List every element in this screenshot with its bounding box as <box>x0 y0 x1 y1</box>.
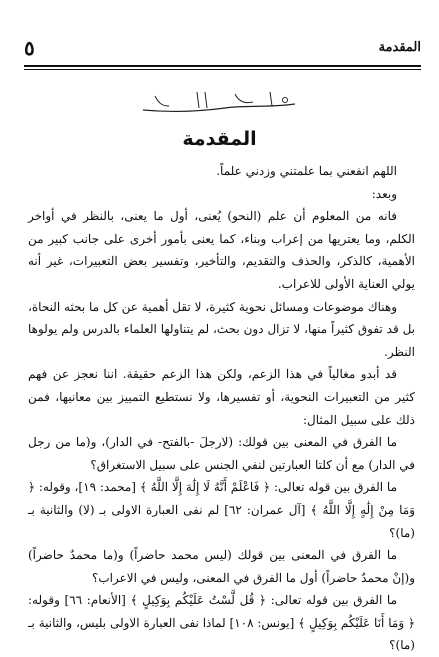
paragraph-8: ما الفرق في المعنى بين قولك (ليس محمد حاضراً) و(ما محمدٌ حاضراً) و(إنْ محمدٌ حاضراً) أول ما الفرق في المعنى، وليس في الاعراب؟ <box>28 548 415 585</box>
body-text <box>28 160 415 657</box>
header-rule <box>24 65 421 67</box>
basmala-ornament-icon <box>135 86 305 120</box>
running-header-title: المقدمة <box>378 40 421 55</box>
paragraph-6: ما الفرق في المعنى بين قولك: (لارجلَ -بالفتح- في الدار)، و(ما من رجل في الدار) مع أن كلتا العبارتين لنفي الجنس على سبيل الاستغراق؟ <box>28 435 415 472</box>
paragraph-9: ما الفرق بين قوله تعالى: ﴿ قُل لَّسْتُ عَلَيْكُم بِوَكِيلٍ ﴾ [الأنعام: ٦٦] وقوله: ﴿ وَمَا أَنَا عَلَيْكُم بِوَكِيلٍ ﴾ [يونس: ١٠٨] لماذا نفى العبارة الاولى بليس، والثانية بـ (ما)؟ <box>28 593 415 653</box>
section-heading: المقدمة <box>182 128 257 150</box>
header-rule-thin <box>24 69 421 70</box>
page-number: ٥ <box>24 36 35 60</box>
paragraph-4: وهناك موضوعات ومسائل نحوية كثيرة، لا تقل أهمية عن كل ما بحثه النحاة، بل قد تفوق كثيراً منها، لا تزال دون بحث، لم يتناولها العلماء بالدرس ولم يولوها النظر. <box>28 299 415 359</box>
basmala-calligraphy <box>135 86 305 120</box>
paragraph-1: اللهم انفعني بما علمتني وزدني علماً. <box>216 164 397 178</box>
running-header <box>24 36 421 62</box>
paragraph-7: ما الفرق بين قوله تعالى: ﴿ فَاعْلَمْ أَنَّهُ لَا إِلَٰهَ إِلَّا اللَّهُ ﴾ [محمد: ١٩]، وقوله: ﴿ وَمَا مِنْ إِلَٰهٍ إِلَّا اللَّهُ ﴾ [آل عمران: ٦٢] لم نفى العبارة الاولى بـ (لا) والثانية بـ (ما)؟ <box>28 480 415 540</box>
paragraph-2: وبعد: <box>371 186 397 201</box>
paragraph-5: قد أبدو مغالياً في هذا الزعم، ولكن هذا الزعم حقيقة. اننا نعجز عن فهم كثير من التعبيرات النحوية، أو تفسيرها، ولا نستطيع التمييز بين معانيها، فمن ذلك على سبيل المثال: <box>28 367 416 427</box>
paragraph-3: فانه من المعلوم أن علم (النحو) يُعنى، أول ما يعنى، بالنظر في أواخر الكلم، وما يعتريها من إعراب وبناء، كما يعنى بأمور أخرى على جانب كبير من الأهمية، كالذكر، والحذف والتقديم، والتأخير، وتفسير بعض التعبيرات، غير أنه يولي العناية الأولى للاعراب. <box>28 209 415 291</box>
